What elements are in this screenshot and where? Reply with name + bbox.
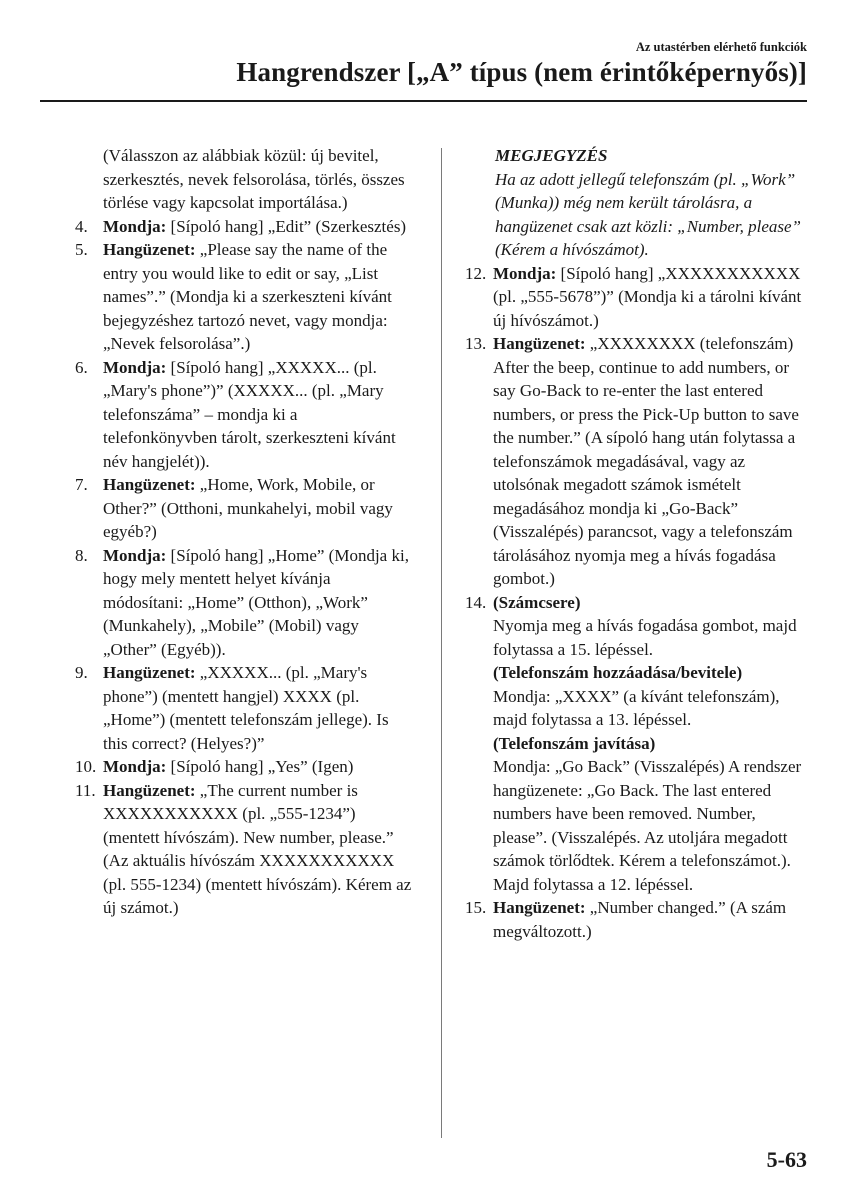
note-heading: MEGJEGYZÉS <box>495 146 608 165</box>
subtext-add-number: Mondja: „XXXX” (a kívánt telefonszám), majd folytassa a 13. lépéssel. <box>493 686 780 729</box>
step-number: 8. <box>75 545 88 565</box>
step-13 <box>465 332 810 591</box>
column-divider <box>441 148 442 1138</box>
step-label: Hangüzenet: <box>493 898 586 917</box>
step-text: „Number changed.” (A szám megváltozott.) <box>493 898 787 941</box>
step-body <box>103 779 415 920</box>
step-body <box>493 332 810 591</box>
step-text: [Sípoló hang] „XXXXXXXXXXX (pl. „555-5678”)” (Mondja ki a tárolni kívánt új hívószámot.) <box>493 263 802 330</box>
step-7 <box>75 473 415 544</box>
step-text: [Sípoló hang] „XXXXX... (pl. „Mary's phone”)” (XXXXX... (pl. „Mary telefonszáma” – mondja ki a telefonkönyvben tárolt, szerkeszteni kívánt név hangjelét)). <box>103 357 396 471</box>
page-number: 5-63 <box>766 1147 807 1172</box>
note-text: Ha az adott jellegű telefonszám (pl. „Work” (Munka)) még nem került tárolásra, a hangüzenet csak azt közli: „Number, please” (Kérem a hívószámot). <box>495 169 801 259</box>
step-5 <box>75 238 415 356</box>
step-body <box>493 262 810 333</box>
step-11 <box>75 779 415 920</box>
step-text: „XXXXXXXX (telefonszám) After the beep, continue to add numbers, or say Go-Back to re-enter the last entered numbers, or press the Pick-Up button to save the number.” (A sípoló hang után folytassa a telefonszámok megadásával, vagy az utolsónak megadott számok ismételt megadásához mondja ki „Go-Back” (Visszalépés) parancsot, vagy a telefonszám tárolásához nyomja meg a hívás fogadása gombot.) <box>493 334 799 588</box>
step-number: 14. <box>465 592 487 612</box>
subtext-number-change: Nyomja meg a hívás fogadása gombot, majd folytassa a 15. lépéssel. <box>493 616 797 659</box>
step-label: Mondja: <box>103 757 167 776</box>
subheading-add-number: (Telefonszám hozzáadása/bevitele) <box>493 663 743 682</box>
right-column <box>465 144 810 943</box>
step-number: 7. <box>75 475 88 494</box>
step-8 <box>75 544 415 662</box>
step-body <box>493 591 810 897</box>
step-label: Mondja: <box>493 263 557 283</box>
step-label: Hangüzenet: <box>103 240 196 259</box>
section-label: Az utastérben elérhető funkciók <box>635 40 807 54</box>
step-label: Mondja: <box>103 545 167 565</box>
step-number: 4. <box>75 216 88 236</box>
step-body <box>103 661 415 755</box>
step-label: Hangüzenet: <box>103 780 196 800</box>
step-body <box>103 238 415 356</box>
step-text: „XXXXX... (pl. „Mary's phone”) (mentett hangjel) XXXX (pl. „Home”) (mentett telefonszám jellege). Is this correct? (Helyes?)” <box>103 663 389 753</box>
step-label: Hangüzenet: <box>103 663 196 682</box>
title-rule <box>40 100 807 102</box>
subheading-number-change: (Számcsere) <box>493 592 581 612</box>
step-body <box>103 755 415 779</box>
step-label: Mondja: <box>103 216 167 236</box>
step-10 <box>75 755 415 779</box>
step-12 <box>465 262 810 333</box>
left-column <box>75 144 415 920</box>
step-6 <box>75 356 415 474</box>
step-14 <box>465 591 810 897</box>
step-number: 15. <box>465 898 487 917</box>
step-number: 11. <box>75 780 96 800</box>
step-4 <box>75 215 415 239</box>
step-body <box>103 544 415 662</box>
subtext-correct-number: Mondja: „Go Back” (Visszalépés) A rendszer hangüzenete: „Go Back. The last entered numbers have been removed. Number, please”. (Visszalépés. Az utoljára megadott számok törlődtek. Kérem a telefonszámot.). Majd folytassa a 12. lépéssel. <box>493 757 802 894</box>
page-title: Hangrendszer [„A” típus (nem érintőképernyős)] <box>236 57 807 87</box>
step-text: „Please say the name of the entry you would like to edit or say, „List names”.” (Mondja ki a szerkeszteni kívánt bejegyzéshez tartozó nevet, vagy mondja: „Nevek felsorolása”.) <box>103 240 392 353</box>
subheading-correct-number: (Telefonszám javítása) <box>493 733 656 753</box>
step-number: 12. <box>465 263 487 283</box>
step-label: Hangüzenet: <box>493 334 586 353</box>
step-text: [Sípoló hang] „Yes” (Igen) <box>166 757 354 776</box>
step-body <box>103 473 415 544</box>
step-text: „Home, Work, Mobile, or Other?” (Otthoni, munkahelyi, mobil vagy egyéb?) <box>103 475 393 541</box>
step-text: „The current number is XXXXXXXXXXX (pl. „555-1234”) (mentett hívószám). New number, please.” (Az aktuális hívószám XXXXXXXXXXX (pl. 555-1234) (mentett hívószám). Kérem az új számot.) <box>103 780 412 917</box>
step-number: 10. <box>75 757 97 776</box>
step-body <box>103 215 415 239</box>
intro-continuation: (Válasszon az alábbiak közül: új bevitel, szerkesztés, nevek felsorolása, törlés, összes törlése vagy kapcsolat importálása.) <box>103 146 405 212</box>
step-text: [Sípoló hang] „Edit” (Szerkesztés) <box>166 216 407 236</box>
step-number: 6. <box>75 357 88 377</box>
step-number: 13. <box>465 334 487 353</box>
step-label: Mondja: <box>103 357 167 377</box>
step-15 <box>465 896 810 943</box>
step-text: [Sípoló hang] „Home” (Mondja ki, hogy mely mentett helyet kívánja módosítani: „Home” (Otthon), „Work” (Munkahely), „Mobile” (Mobil) vagy „Other” (Egyéb)). <box>103 545 409 659</box>
step-9 <box>75 661 415 755</box>
step-body <box>103 356 415 474</box>
step-body <box>493 896 810 943</box>
step-number: 5. <box>75 240 88 259</box>
step-number: 9. <box>75 663 88 682</box>
note-box <box>465 144 810 262</box>
step-label: Hangüzenet: <box>103 475 196 494</box>
